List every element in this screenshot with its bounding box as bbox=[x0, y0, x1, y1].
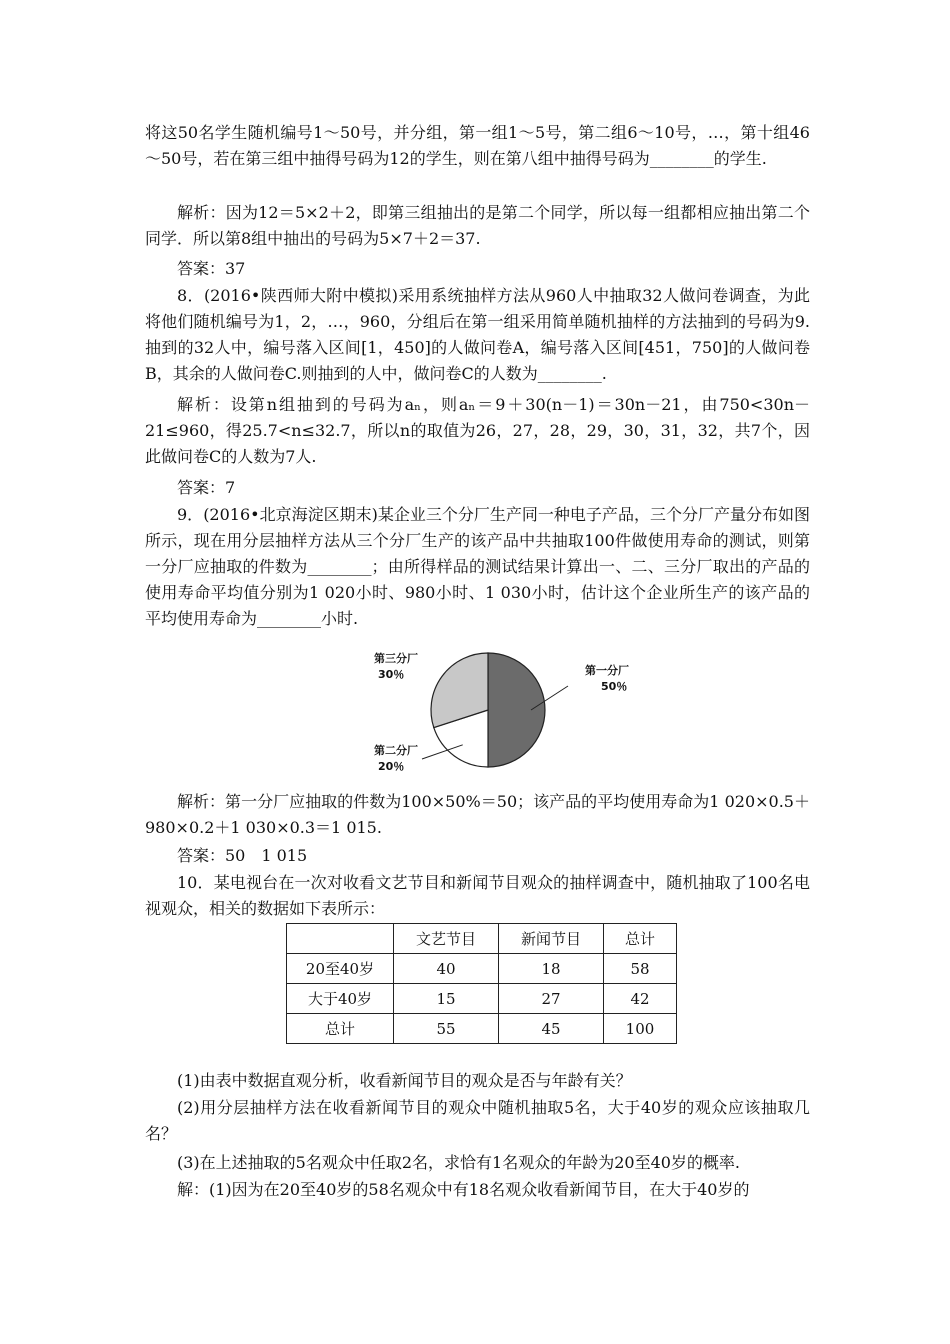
table-header-cell: 文艺节目 bbox=[394, 924, 499, 954]
pie-label-name: 第一分厂 bbox=[585, 664, 629, 677]
table-cell: 20至40岁 bbox=[287, 954, 394, 984]
table-row bbox=[287, 1014, 677, 1044]
pie-chart bbox=[360, 648, 650, 784]
table-cell: 大于40岁 bbox=[287, 984, 394, 1014]
q8-problem-text: 8．(2016•陕西师大附中模拟)采用系统抽样方法从960人中抽取32人做问卷调查，为此将他们随机编号为1，2，…，960，分组后在第一组采用简单随机抽样的方法抽到的号码为9.抽到的32人中，编号落入区间[1，450]的人做问卷A，编号落入区间[451，750]的人做问卷B，其余的人做问卷C.则抽到的人中，做问卷C的人数为________. bbox=[145, 286, 810, 383]
pie-label-name: 第三分厂 bbox=[374, 652, 418, 665]
q10-solution-start: 解：(1)因为在20至40岁的58名观众中有18名观众收看新闻节目，在大于40岁的 bbox=[177, 1180, 750, 1199]
pie-label-percent: 50％ bbox=[601, 680, 628, 693]
table-header-cell: 总计 bbox=[604, 924, 677, 954]
table-cell: 18 bbox=[499, 954, 604, 984]
table-cell: 55 bbox=[394, 1014, 499, 1044]
table-header-cell: 新闻节目 bbox=[499, 924, 604, 954]
data-table bbox=[286, 923, 677, 1044]
q7-answer: 答案：37 bbox=[177, 259, 246, 278]
q10-subquestion-1: (1)由表中数据直观分析，收看新闻节目的观众是否与年龄有关？ bbox=[177, 1071, 632, 1090]
q10-subquestion-2: (2)用分层抽样方法在收看新闻节目的观众中随机抽取5名，大于40岁的观众应该抽取几名？ bbox=[145, 1098, 810, 1143]
q9-answer: 答案：50 1 015 bbox=[177, 846, 308, 865]
q9-analysis: 解析：第一分厂应抽取的件数为100×50%＝50；该产品的平均使用寿命为1 020×0.5＋980×0.2＋1 030×0.3＝1 015. bbox=[145, 792, 810, 837]
q8-answer: 答案：7 bbox=[177, 478, 236, 497]
table-cell: 15 bbox=[394, 984, 499, 1014]
table-cell: 40 bbox=[394, 954, 499, 984]
table-cell: 42 bbox=[604, 984, 677, 1014]
table-cell: 58 bbox=[604, 954, 677, 984]
q7-problem-text: 将这50名学生随机编号1～50号，并分组，第一组1～5号，第二组6～10号，…，第十组46～50号，若在第三组中抽得号码为12的学生，则在第八组中抽得号码为________的学生. bbox=[145, 123, 810, 168]
q10-subquestion-3: (3)在上述抽取的5名观众中任取2名，求恰有1名观众的年龄为20至40岁的概率. bbox=[177, 1153, 741, 1172]
pie-label-percent: 20％ bbox=[378, 760, 405, 773]
table-cell: 总计 bbox=[287, 1014, 394, 1044]
q8-analysis: 解析：设第n组抽到的号码为aₙ，则aₙ＝9＋30(n－1)＝30n－21，由750<30n－21≤960，得25.7<n≤32.7，所以n的取值为26，27，28，29，30，31，32，共7个，因此做问卷C的人数为7人. bbox=[145, 395, 810, 466]
pie-label-name: 第二分厂 bbox=[374, 744, 418, 757]
q10-problem-text: 10．某电视台在一次对收看文艺节目和新闻节目观众的抽样调查中，随机抽取了100名电视观众，相关的数据如下表所示： bbox=[145, 873, 810, 918]
table-header-cell bbox=[287, 924, 394, 954]
table-cell: 27 bbox=[499, 984, 604, 1014]
table-cell: 45 bbox=[499, 1014, 604, 1044]
table-cell: 100 bbox=[604, 1014, 677, 1044]
table-row bbox=[287, 984, 677, 1014]
pie-label-percent: 30％ bbox=[378, 668, 405, 681]
pie-slice-1 bbox=[488, 653, 545, 767]
q7-analysis: 解析：因为12＝5×2＋2，即第三组抽出的是第二个同学，所以每一组都相应抽出第二个同学．所以第8组中抽出的号码为5×7＋2＝37. bbox=[145, 203, 810, 248]
table-header-row bbox=[287, 924, 677, 954]
table-row bbox=[287, 954, 677, 984]
q9-problem-text: 9．(2016•北京海淀区期末)某企业三个分厂生产同一种电子产品，三个分厂产量分布如图所示，现在用分层抽样方法从三个分厂生产的该产品中共抽取100件做使用寿命的测试，则第一分厂应抽取的件数为________；由所得样品的测试结果计算出一、二、三分厂取出的产品的使用寿命平均值分别为1 020小时、980小时、1 030小时，估计这个企业所生产的该产品的平均使用寿命为________小时. bbox=[145, 505, 810, 628]
